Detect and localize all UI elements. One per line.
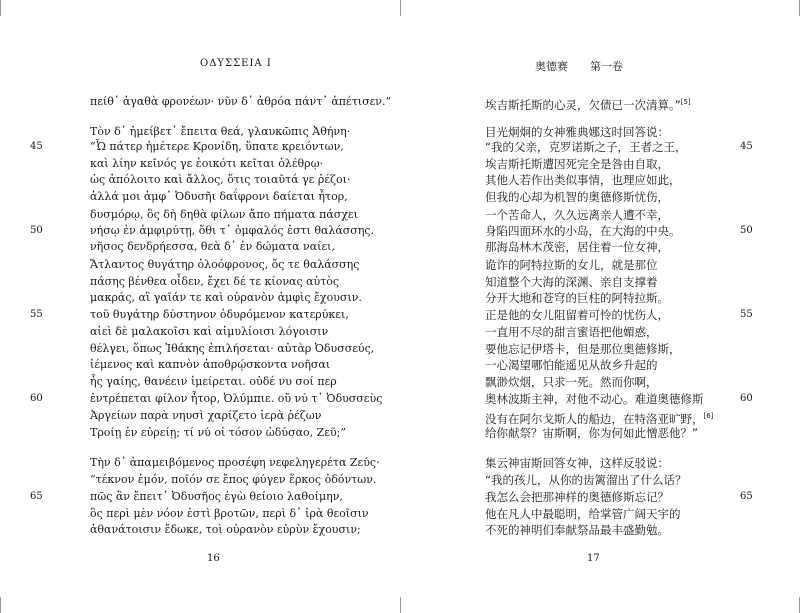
text-line bbox=[90, 523, 361, 537]
line-number: 55 bbox=[30, 309, 43, 320]
text-line bbox=[485, 342, 681, 356]
text-line bbox=[485, 157, 669, 171]
line-text: 诡诈的阿特拉斯的女儿，就是那位 bbox=[485, 258, 658, 272]
text-line bbox=[90, 208, 358, 222]
text-line bbox=[90, 490, 343, 504]
chinese-text bbox=[400, 0, 800, 613]
text-line bbox=[90, 157, 323, 171]
line-text: Τὴν δ᾽ ἀπαμειβόμενος προσέφη νεφεληγερέτα Ζεύς· bbox=[90, 456, 380, 469]
line-text: καὶ λίην κεῖνός γε ἐοικότι κεῖται ὀλέθρῳ· bbox=[90, 157, 324, 170]
line-number: 45 bbox=[30, 141, 43, 152]
text-line bbox=[90, 190, 348, 204]
running-head-greek: ΟΔΥΣΣΕΙΑ I bbox=[200, 58, 272, 69]
right-page bbox=[400, 0, 800, 613]
line-number: 65 bbox=[30, 491, 43, 502]
footnote-marker[interactable]: [6] bbox=[703, 412, 714, 420]
text-line bbox=[90, 375, 337, 389]
text-line bbox=[485, 409, 713, 426]
text-line bbox=[485, 325, 658, 339]
line-text: τοῦ θυγάτηρ δύστηνον ὀδυρόμενον κατερύκει, bbox=[90, 308, 349, 321]
line-text: 一心渴望哪怕能遥见从故乡升起的 bbox=[485, 358, 658, 372]
line-text: “τέκνον ἐμόν, ποῖόν σε ἔπος φύγεν ἕρκος ὀδόντων. bbox=[90, 473, 377, 486]
text-line bbox=[90, 291, 362, 305]
line-text: 分开大地和苍穹的巨柱的阿特拉斯。 bbox=[485, 291, 669, 305]
text-line bbox=[90, 275, 339, 289]
text-line bbox=[485, 125, 669, 139]
text-line bbox=[90, 140, 344, 154]
line-text: Τὸν δ᾽ ἠμείβετ᾽ ἔπειτα θεά, γλαυκῶπις Ἀθήνη· bbox=[90, 125, 351, 138]
line-text: 埃吉斯托斯的心灵，欠债已一次清算。” bbox=[485, 97, 681, 112]
line-text: 但我的心却为机智的奥德修斯忧伤， bbox=[485, 190, 669, 204]
text-line bbox=[485, 224, 681, 238]
text-line bbox=[90, 125, 350, 139]
line-text: 集云神宙斯回答女神，这样反驳说： bbox=[485, 456, 669, 470]
text-line bbox=[90, 224, 374, 238]
text-line bbox=[90, 473, 376, 487]
text-line bbox=[90, 392, 382, 406]
text-line bbox=[485, 291, 669, 305]
line-text: ἐντρέπεται φίλον ἦτορ, Ὀλύμπιε. οὔ νύ τ᾽ Ὀδυσσεὺς bbox=[90, 392, 383, 405]
line-text: ὡς ἀπόλοιτο καὶ ἄλλος, ὅτις τοιαῦτά γε ῥέζοι· bbox=[90, 173, 351, 186]
text-line bbox=[485, 392, 704, 406]
line-text: μακράς, αἳ γαῖάν τε καὶ οὐρανὸν ἀμφὶς ἔχουσιν. bbox=[90, 291, 362, 304]
line-text: 知道整个大海的深渊、亲自支撑着 bbox=[485, 275, 658, 289]
line-number: 60 bbox=[30, 393, 43, 404]
page-number-right: 17 bbox=[587, 553, 600, 564]
line-number: 65 bbox=[740, 491, 753, 502]
text-line bbox=[485, 95, 691, 112]
text-line bbox=[90, 409, 321, 423]
line-number: 50 bbox=[740, 225, 753, 236]
text-line bbox=[485, 456, 669, 470]
text-line bbox=[485, 173, 681, 187]
line-text: δυσμόρῳ, ὃς δὴ δηθὰ φίλων ἄπο πήματα πάσχει bbox=[90, 208, 358, 221]
text-line bbox=[485, 375, 658, 389]
text-line bbox=[485, 523, 669, 537]
line-text: “Ὦ πάτερ ἡμέτερε Κρονίδη, ὕπατε κρειόντων, bbox=[90, 140, 344, 153]
text-line bbox=[485, 507, 681, 521]
line-text: 一个苦命人，久久远离亲人遭不幸， bbox=[485, 208, 669, 222]
text-line bbox=[90, 426, 346, 440]
line-text: 身陷四面环水的小岛，在大海的中央。 bbox=[485, 224, 681, 238]
line-text: 不死的神明们奉献祭品最丰盛勤勉。 bbox=[485, 523, 669, 537]
text-line bbox=[90, 456, 380, 470]
line-text: 没有在阿尔戈斯人的船边，在特洛亚旷野， bbox=[485, 411, 704, 426]
text-line bbox=[485, 240, 669, 254]
line-text: 他在凡人中最聪明，给掌管广阔天宇的 bbox=[485, 507, 681, 521]
text-line bbox=[485, 140, 686, 154]
line-text: ἀθανάτοισιν ἔδωκε, τοὶ οὐρανὸν εὐρὺν ἔχουσιν; bbox=[90, 523, 361, 536]
text-line bbox=[485, 208, 669, 222]
line-text: 目光炯炯的女神雅典娜这时回答说： bbox=[485, 125, 669, 139]
line-text: νῆσος δενδρήεσσα, θεὰ δ᾽ ἐν δώματα ναίει, bbox=[90, 240, 335, 253]
line-text: ἀλλά μοι ἀμφ᾽ Ὀδυσῆι δαΐφρονι δαίεται ἦτορ, bbox=[90, 190, 348, 203]
text-line bbox=[90, 507, 369, 521]
line-text: 奥林波斯主神，对他不动心。难道奥德修斯 bbox=[485, 392, 704, 406]
text-line bbox=[485, 190, 669, 204]
line-text: 要他忘记伊塔卡，但是那位奥德修斯， bbox=[485, 342, 681, 356]
text-line bbox=[485, 473, 686, 487]
page-number-left: 16 bbox=[207, 553, 220, 564]
line-text: 那海岛林木茂密，居住着一位女神， bbox=[485, 240, 669, 254]
text-line bbox=[485, 358, 658, 372]
line-text: νήσῳ ἐν ἀμφιρύτῃ, ὅθι τ᾽ ὀμφαλός ἐστι θαλάσσης. bbox=[90, 224, 375, 237]
line-text: 其他人若作出类似事情，也理应如此， bbox=[485, 173, 681, 187]
text-line bbox=[90, 342, 374, 356]
line-text: Ἄτλαντος θυγάτηρ ὀλοόφρονος, ὅς τε θαλάσσης bbox=[90, 258, 360, 271]
line-text: αἰεὶ δὲ μαλακοῖσι καὶ αἱμυλίοισι λόγοισιν bbox=[90, 325, 329, 338]
line-text: πείθ᾽ ἀγαθὰ φρονέων· νῦν δ᾽ ἀθρόα πάντ᾽ ἀπέτισεν.” bbox=[90, 95, 392, 108]
line-number: 50 bbox=[30, 225, 43, 236]
line-text: 给你献祭？宙斯啊，你为何如此憎恶他？” bbox=[485, 426, 698, 440]
line-text: 一直用不尽的甜言蜜语把他媚惑， bbox=[485, 325, 658, 339]
line-number: 45 bbox=[740, 141, 753, 152]
text-line bbox=[485, 490, 669, 504]
line-text: 飘渺炊烟，只求一死。然而你啊， bbox=[485, 375, 658, 389]
text-line bbox=[90, 325, 328, 339]
line-text: ὃς περὶ μὲν νόον ἐστὶ βροτῶν, περὶ δ᾽ ἱρὰ θεοῖσιν bbox=[90, 507, 369, 520]
text-line bbox=[90, 173, 350, 187]
text-line bbox=[90, 308, 349, 322]
line-text: ἱέμενος καὶ καπνὸν ἀποθρῴσκοντα νοῆσαι bbox=[90, 358, 331, 371]
running-head-title: 奥德赛 bbox=[535, 60, 568, 73]
footnote-marker[interactable]: [5] bbox=[680, 98, 691, 106]
line-text: 正是他的女儿阻留着可怜的忧伤人， bbox=[485, 308, 669, 322]
line-text: θέλγει, ὅπως Ἰθάκης ἐπιλήσεται· αὐτὰρ Ὀδυσσεύς, bbox=[90, 342, 375, 355]
text-line bbox=[90, 358, 330, 372]
line-text: “我的孩儿，从你的齿篱溜出了什么话？ bbox=[485, 473, 687, 487]
line-number: 55 bbox=[740, 309, 753, 320]
text-line bbox=[90, 240, 335, 254]
line-text: 埃吉斯托斯遭因死完全是咎由自取， bbox=[485, 157, 669, 171]
text-line bbox=[90, 258, 359, 272]
text-line bbox=[485, 426, 698, 440]
text-line bbox=[485, 275, 658, 289]
line-text: Ἀργείων παρὰ νηυσὶ χαρίζετο ἱερὰ ῥέζων bbox=[90, 409, 322, 422]
text-line bbox=[90, 95, 391, 109]
line-text: ἧς γαίης, θανέειν ἱμείρεται. οὐδέ νυ σοί περ bbox=[90, 375, 337, 388]
line-text: 我怎么会把那神样的奥德修斯忘记？ bbox=[485, 490, 669, 504]
text-line bbox=[485, 308, 669, 322]
line-text: πῶς ἂν ἔπειτ᾽ Ὀδυσῆος ἐγὼ θείοιο λαθοίμην, bbox=[90, 490, 343, 503]
line-number: 60 bbox=[740, 393, 753, 404]
running-head-book: 第一卷 bbox=[590, 60, 623, 73]
text-line bbox=[485, 258, 658, 272]
line-text: πάσης βένθεα οἶδεν, ἔχει δέ τε κίονας αὐτὸς bbox=[90, 275, 340, 288]
line-text: Τροίῃ ἐν εὐρείῃ; τί νύ οἱ τόσον ὠδύσαο, Ζεῦ;” bbox=[90, 426, 346, 439]
line-text: “我的父亲，克罗诺斯之子，王者之王， bbox=[485, 140, 687, 154]
